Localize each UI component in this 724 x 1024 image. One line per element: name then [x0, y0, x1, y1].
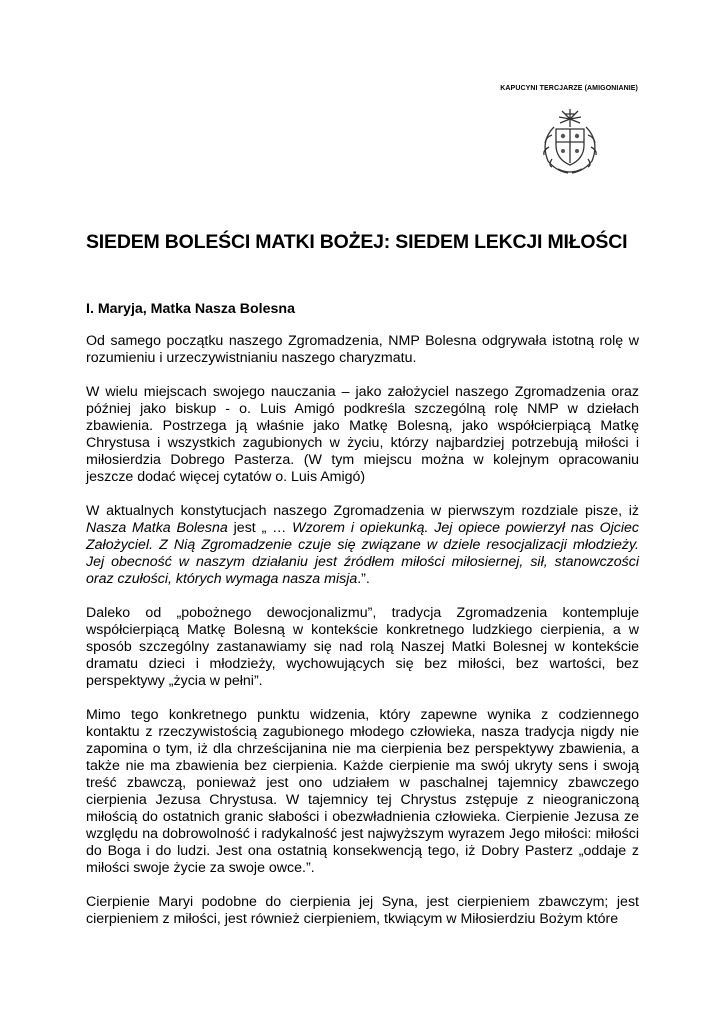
coat-of-arms-icon [534, 105, 606, 177]
order-name-header: KAPUCYNI TERCJARZE (AMIGONIANIE) [500, 85, 638, 92]
body-text [86, 333, 639, 928]
paragraph-3 [86, 503, 639, 588]
paragraph-1: Od samego początku naszego Zgromadzenia, NMP Bolesna odgrywała istotną rolę w rozumieniu i urzeczywistnianiu naszego charyzmatu. [86, 333, 639, 366]
paragraph-3-end: .”. [357, 571, 370, 587]
paragraph-3-mid: jest „ … [227, 520, 293, 536]
section-heading: I. Maryja, Matka Nasza Bolesna [86, 301, 295, 317]
paragraph-6: Cierpienie Maryi podobne do cierpienia jej Syna, jest cierpieniem zbawczym; jest cierpieniem z miłości, jest również cierpieniem, tkwiącym w Miłosierdziu Bożym które [86, 894, 639, 927]
paragraph-3-intro: W aktualnych konstytucjach naszego Zgromadzenia w pierwszym rozdziale pisze, iż [86, 503, 639, 519]
paragraph-5: Mimo tego konkretnego punktu widzenia, który zapewne wynika z codziennego kontaktu z rzeczywistością zagubionego młodego człowieka, nasza tradycja nigdy nie zapomina o tym, iż dla chrześcijanina nie ma cierpienia bez perspektywy zbawienia, a także nie ma zbawienia bez cierpienia. Każde cierpienie ma swój ukryty sens i swoją treść zbawczą, ponieważ jest ono udziałem w paschalnej tajemnicy zbawczego cierpienia Jezusa Chrystusa. W tajemnicy tej Chrystus zstępuje z nieograniczoną miłością do ostatnich granic słabości i obezwładnienia człowieka. Cierpienie Jezusa ze względu na dobrowolność i radykalność jest najwyższym wyrazem Jego miłości: miłości do Boga i do ludzi. Jest ona ostatnią konsekwencją tego, iż Dobry Pasterz „oddaje z miłości swoje życie za swoje owce.”. [86, 707, 639, 876]
paragraph-3-title: Nasza Matka Bolesna [86, 520, 228, 536]
page-title: SIEDEM BOLEŚCI MATKI BOŻEJ: SIEDEM LEKCJI MIŁOŚCI [86, 231, 628, 253]
paragraph-4: Daleko od „pobożnego dewocjonalizmu”, tradycja Zgromadzenia kontempluje współcierpiącą Matkę Bolesną w kontekście konkretnego ludzkiego cierpienia, a w sposób szczególny zastanawiamy się nad rolą Naszej Matki Bolesnej w kontekście dramatu dzieci i młodzieży, wychowujących się bez miłości, bez wartości, bez perspektywy „życia w pełni”. [86, 605, 639, 689]
paragraph-3-quote: Wzorem i opiekunką. Jej opiece powierzył nas Ojciec Założyciel. Z Nią Zgromadzenie czuje się związane w dziele resocjalizacji młodzieży. Jej obecność w naszym działaniu jest źródłem miłości miłosiernej, sił, stanowczości oraz czułości, których wymaga nasza misja [86, 520, 640, 587]
paragraph-2: W wielu miejscach swojego nauczania – jako założyciel naszego Zgromadzenia oraz później jako biskup - o. Luis Amigó podkreśla szczególną rolę NMP w dziełach zbawienia. Postrzega ją właśnie jako Matkę Bolesną, jako współcierpiącą Matkę Chrystusa i wszystkich zagubionych w życiu, którzy najbardziej potrzebują miłości i miłosierdzia Dobrego Pasterza. (W tym miejscu można w kolejnym opracowaniu jeszcze dodać więcej cytatów o. Luis Amigó) [86, 384, 639, 485]
